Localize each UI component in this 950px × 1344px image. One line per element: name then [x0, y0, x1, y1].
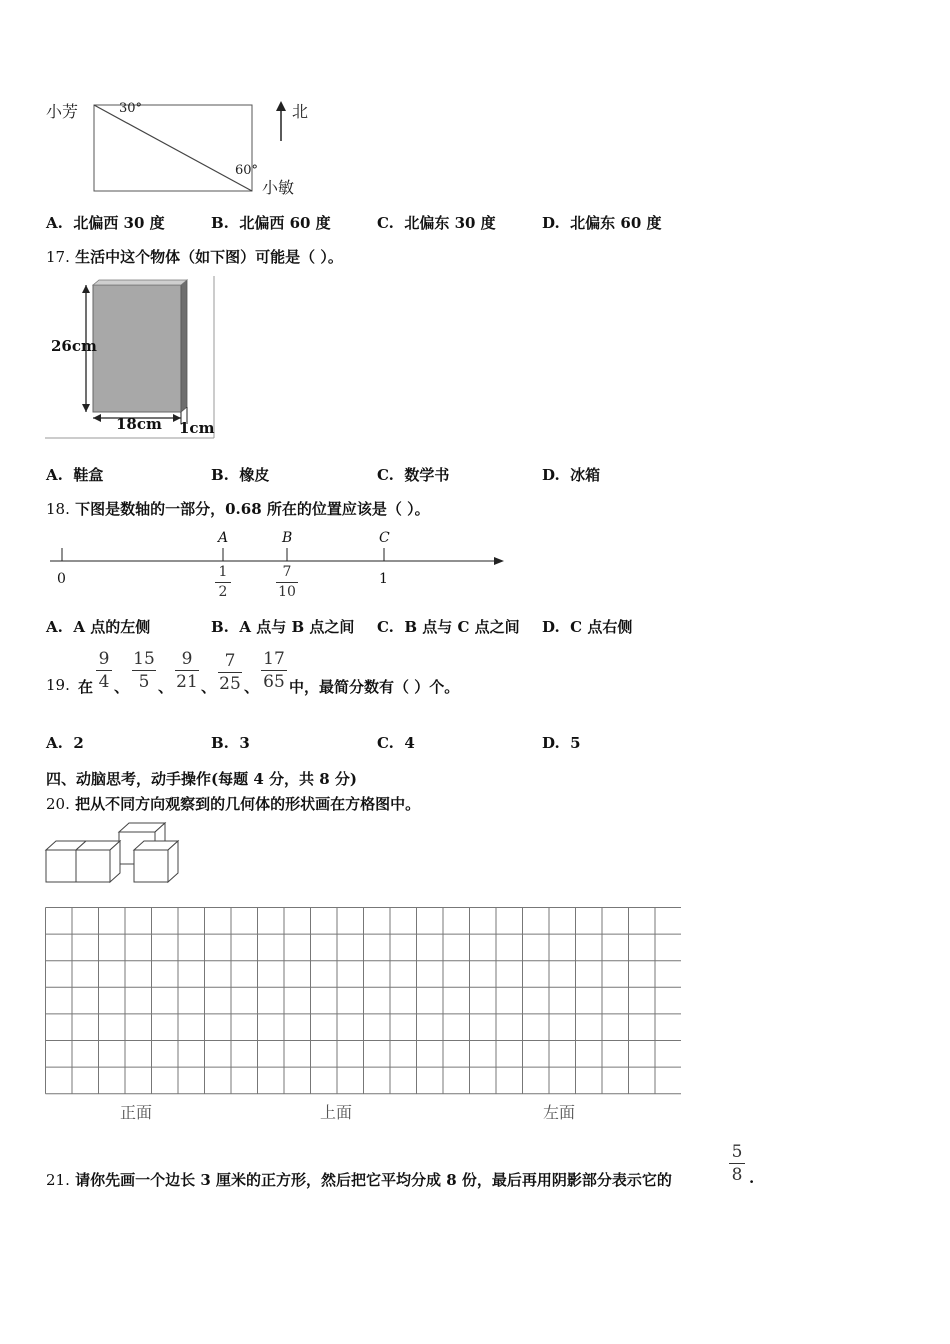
- q18-option-c[interactable]: C. B 点与 C 点之间: [377, 618, 520, 636]
- q20-stem: 20. 把从不同方向观察到的几何体的形状画在方格图中。: [46, 795, 421, 813]
- label-front-view: 正面: [120, 1103, 153, 1122]
- angle-30: 30°: [119, 101, 143, 116]
- q18-option-b[interactable]: B. A 点与 B 点之间: [211, 618, 355, 636]
- diagonal-line: [94, 105, 252, 191]
- q21-stem: 21. 请你先画一个边长 3 厘米的正方形，然后把它平均分成 8 份，最后再用阴影部分表示它的: [46, 1171, 672, 1189]
- width-label: 18cm: [116, 415, 162, 433]
- fraction-9-4: 9 4: [96, 649, 112, 692]
- q18-option-a[interactable]: A. A 点的左侧: [46, 618, 151, 636]
- book-spine: [181, 280, 187, 412]
- north-arrow-icon: [276, 101, 286, 111]
- q17-option-a[interactable]: A. 鞋盒: [46, 466, 104, 484]
- q17-option-c[interactable]: C. 数学书: [377, 466, 450, 484]
- q17-stem: 17. 生活中这个物体（如下图）可能是（ ）。: [46, 248, 343, 266]
- q19-option-a[interactable]: A. 2: [46, 734, 84, 752]
- q18-option-d[interactable]: D. C 点右侧: [542, 618, 633, 636]
- q17-option-d[interactable]: D. 冰箱: [542, 466, 601, 484]
- q17-option-b[interactable]: B. 橡皮: [211, 466, 270, 484]
- q21-period: .: [749, 1169, 755, 1187]
- fraction-15-5: 15 5: [133, 649, 155, 692]
- q19-prefix: 在: [78, 678, 94, 696]
- point-c-label: C: [379, 530, 390, 546]
- point-a-label: A: [218, 530, 229, 546]
- depth-label: 1cm: [179, 419, 215, 437]
- label-xiaofang: 小芳: [46, 102, 79, 121]
- drawing-grid: [45, 907, 681, 1095]
- point-b-label: B: [282, 530, 293, 546]
- angle-60: 60°: [235, 163, 259, 178]
- q18-numberline: [44, 528, 514, 603]
- q19-option-d[interactable]: D. 5: [542, 734, 581, 752]
- fraction-9-21: 9 21: [176, 649, 198, 692]
- zero-label: 0: [57, 571, 66, 587]
- section-four-title: 四、动脑思考，动手操作(每题 4 分，共 8 分): [46, 770, 357, 788]
- q18-stem: 18. 下图是数轴的一部分，0.68 所在的位置应该是（ ）。: [46, 500, 430, 518]
- cube-stack-diagram: [44, 820, 184, 886]
- label-left-view: 左面: [543, 1103, 576, 1122]
- q16-option-b[interactable]: B. 北偏西 60 度: [211, 214, 331, 232]
- book-front: [93, 285, 181, 412]
- q16-option-c[interactable]: C. 北偏东 30 度: [377, 214, 496, 232]
- axis-arrow-icon: [494, 557, 504, 565]
- book-top: [93, 280, 187, 285]
- height-label: 26cm: [51, 337, 97, 355]
- label-top-view: 上面: [320, 1103, 353, 1122]
- q16-option-a[interactable]: A. 北偏西 30 度: [46, 214, 165, 232]
- fraction-seven-tenths: 7 10: [276, 564, 298, 601]
- one-label: 1: [379, 571, 388, 587]
- q16-diagram: [40, 95, 340, 200]
- q19-number: 19.: [46, 676, 70, 694]
- q17-diagram: [44, 276, 219, 441]
- q20-solid-figure: [44, 820, 184, 886]
- q19-suffix: 中，最简分数有（ ）个。: [289, 678, 460, 696]
- fraction-7-25: 7 25: [219, 651, 241, 694]
- fraction-17-65: 17 65: [261, 649, 287, 692]
- q20-grid: [45, 907, 681, 1095]
- q16-option-d[interactable]: D. 北偏东 60 度: [542, 214, 662, 232]
- q19-option-c[interactable]: C. 4: [377, 734, 415, 752]
- q19-option-b[interactable]: B. 3: [211, 734, 250, 752]
- q21-fraction-5-8: 5 8: [729, 1142, 745, 1185]
- fraction-half: 1 2: [215, 564, 231, 601]
- label-north: 北: [292, 102, 309, 121]
- label-xiaomin: 小敏: [262, 178, 295, 197]
